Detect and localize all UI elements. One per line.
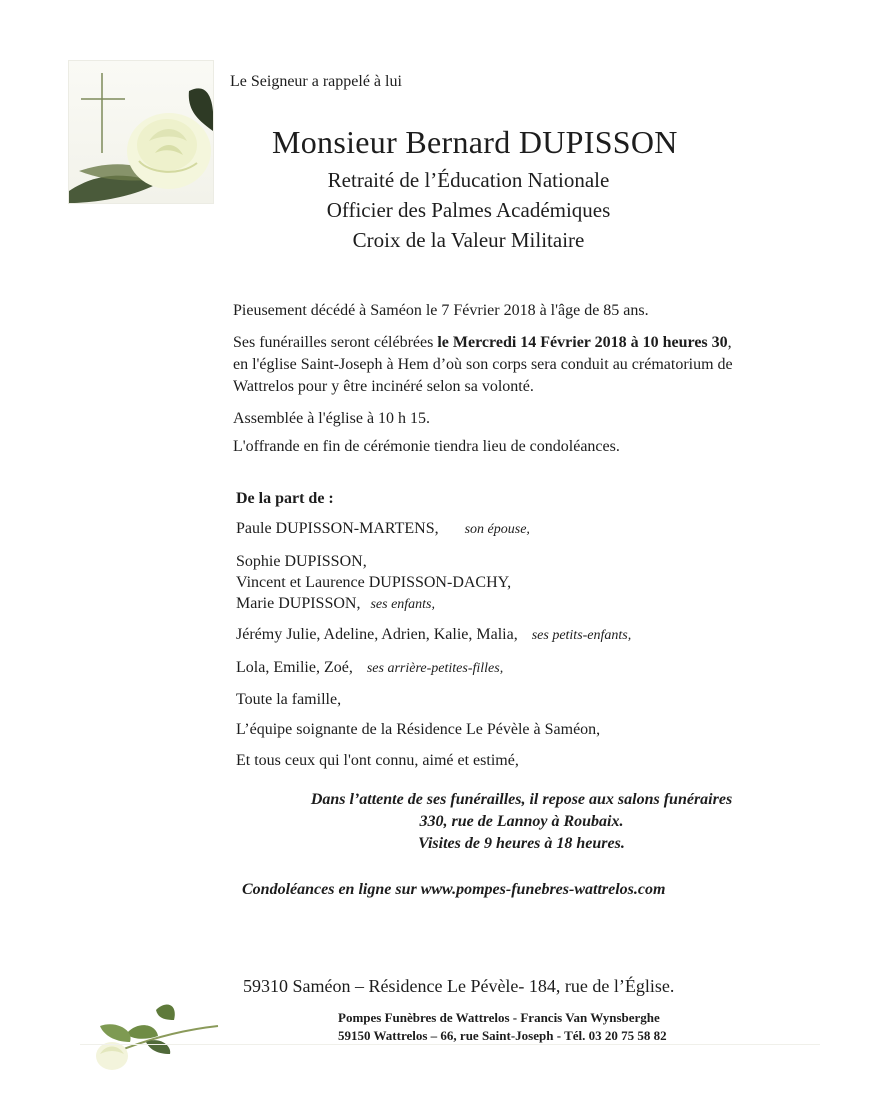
children-relation: ses enfants, bbox=[370, 597, 436, 612]
funeral-suffix: , bbox=[727, 334, 732, 351]
title-line: Retraité de l’Éducation Nationale bbox=[327, 168, 610, 192]
title-line: Officier des Palmes Académiques bbox=[326, 198, 611, 222]
funeral-prefix: Ses funérailles seront célébrées bbox=[233, 334, 438, 351]
grandchildren-line bbox=[236, 624, 631, 647]
rose-icon bbox=[86, 990, 226, 1080]
spouse-line bbox=[236, 518, 530, 541]
funeral-home-address: 59150 Wattrelos – 66, rue Saint-Joseph - Tél. 03 20 75 58 82 bbox=[338, 1028, 667, 1043]
online-condolences: Condoléances en ligne sur www.pompes-funebres-wattrelos.com bbox=[242, 881, 666, 898]
spouse-name: Paule DUPISSON-MARTENS, bbox=[236, 520, 439, 537]
care-team-line: L’équipe soignante de la Résidence Le Pévèle à Saméon, bbox=[236, 721, 601, 738]
great-grandchildren-relation: ses arrière-petites-filles, bbox=[366, 661, 504, 676]
funeral-line3: Wattrelos pour y être incinéré selon sa volonté. bbox=[233, 378, 534, 395]
assembly-text: Assemblée à l'église à 10 h 15. bbox=[233, 410, 431, 427]
residence-address: 59310 Saméon – Résidence Le Pévèle- 184, rue de l’Église. bbox=[243, 976, 675, 996]
grandchildren-names: Jérémy Julie, Adeline, Adrien, Kalie, Malia, bbox=[236, 626, 518, 643]
child-line: Sophie DUPISSON, bbox=[236, 553, 367, 570]
spouse-relation: son épouse, bbox=[464, 522, 530, 537]
funeral-date: le Mercredi 14 Février 2018 à 10 heures 30 bbox=[437, 334, 728, 351]
family-line: Toute la famille, bbox=[236, 691, 342, 708]
intro-text: Le Seigneur a rappelé à lui bbox=[230, 73, 402, 90]
rest-line: Dans l’attente de ses funérailles, il repose aux salons funéraires bbox=[310, 791, 733, 808]
funeral-line2: en l'église Saint-Joseph à Hem d’où son corps sera conduit au crématorium de bbox=[233, 356, 733, 373]
rest-line: Visites de 9 heures à 18 heures. bbox=[418, 835, 625, 852]
rest-line: 330, rue de Lannoy à Roubaix. bbox=[419, 813, 624, 830]
divider bbox=[80, 1044, 820, 1045]
great-grandchildren-line bbox=[236, 657, 503, 680]
offering-text: L'offrande en fin de cérémonie tiendra lieu de condoléances. bbox=[233, 438, 620, 455]
title-line: Croix de la Valeur Militaire bbox=[352, 228, 585, 252]
grandchildren-relation: ses petits-enfants, bbox=[531, 628, 632, 643]
child-line bbox=[236, 593, 435, 616]
death-notice: Pieusement décédé à Saméon le 7 Février 2018 à l'âge de 85 ans. bbox=[233, 302, 649, 319]
others-line: Et tous ceux qui l'ont connu, aimé et estimé, bbox=[236, 752, 519, 769]
funeral-home-name: Pompes Funèbres de Wattrelos - Francis Van Wynsberghe bbox=[338, 1010, 660, 1025]
deceased-name: Monsieur Bernard DUPISSON bbox=[272, 124, 678, 160]
funeral-paragraph bbox=[233, 332, 733, 398]
child-name: Marie DUPISSON, bbox=[236, 595, 361, 612]
great-grandchildren-names: Lola, Emilie, Zoé, bbox=[236, 659, 353, 676]
family-heading: De la part de : bbox=[236, 490, 334, 507]
child-line: Vincent et Laurence DUPISSON-DACHY, bbox=[236, 574, 512, 591]
